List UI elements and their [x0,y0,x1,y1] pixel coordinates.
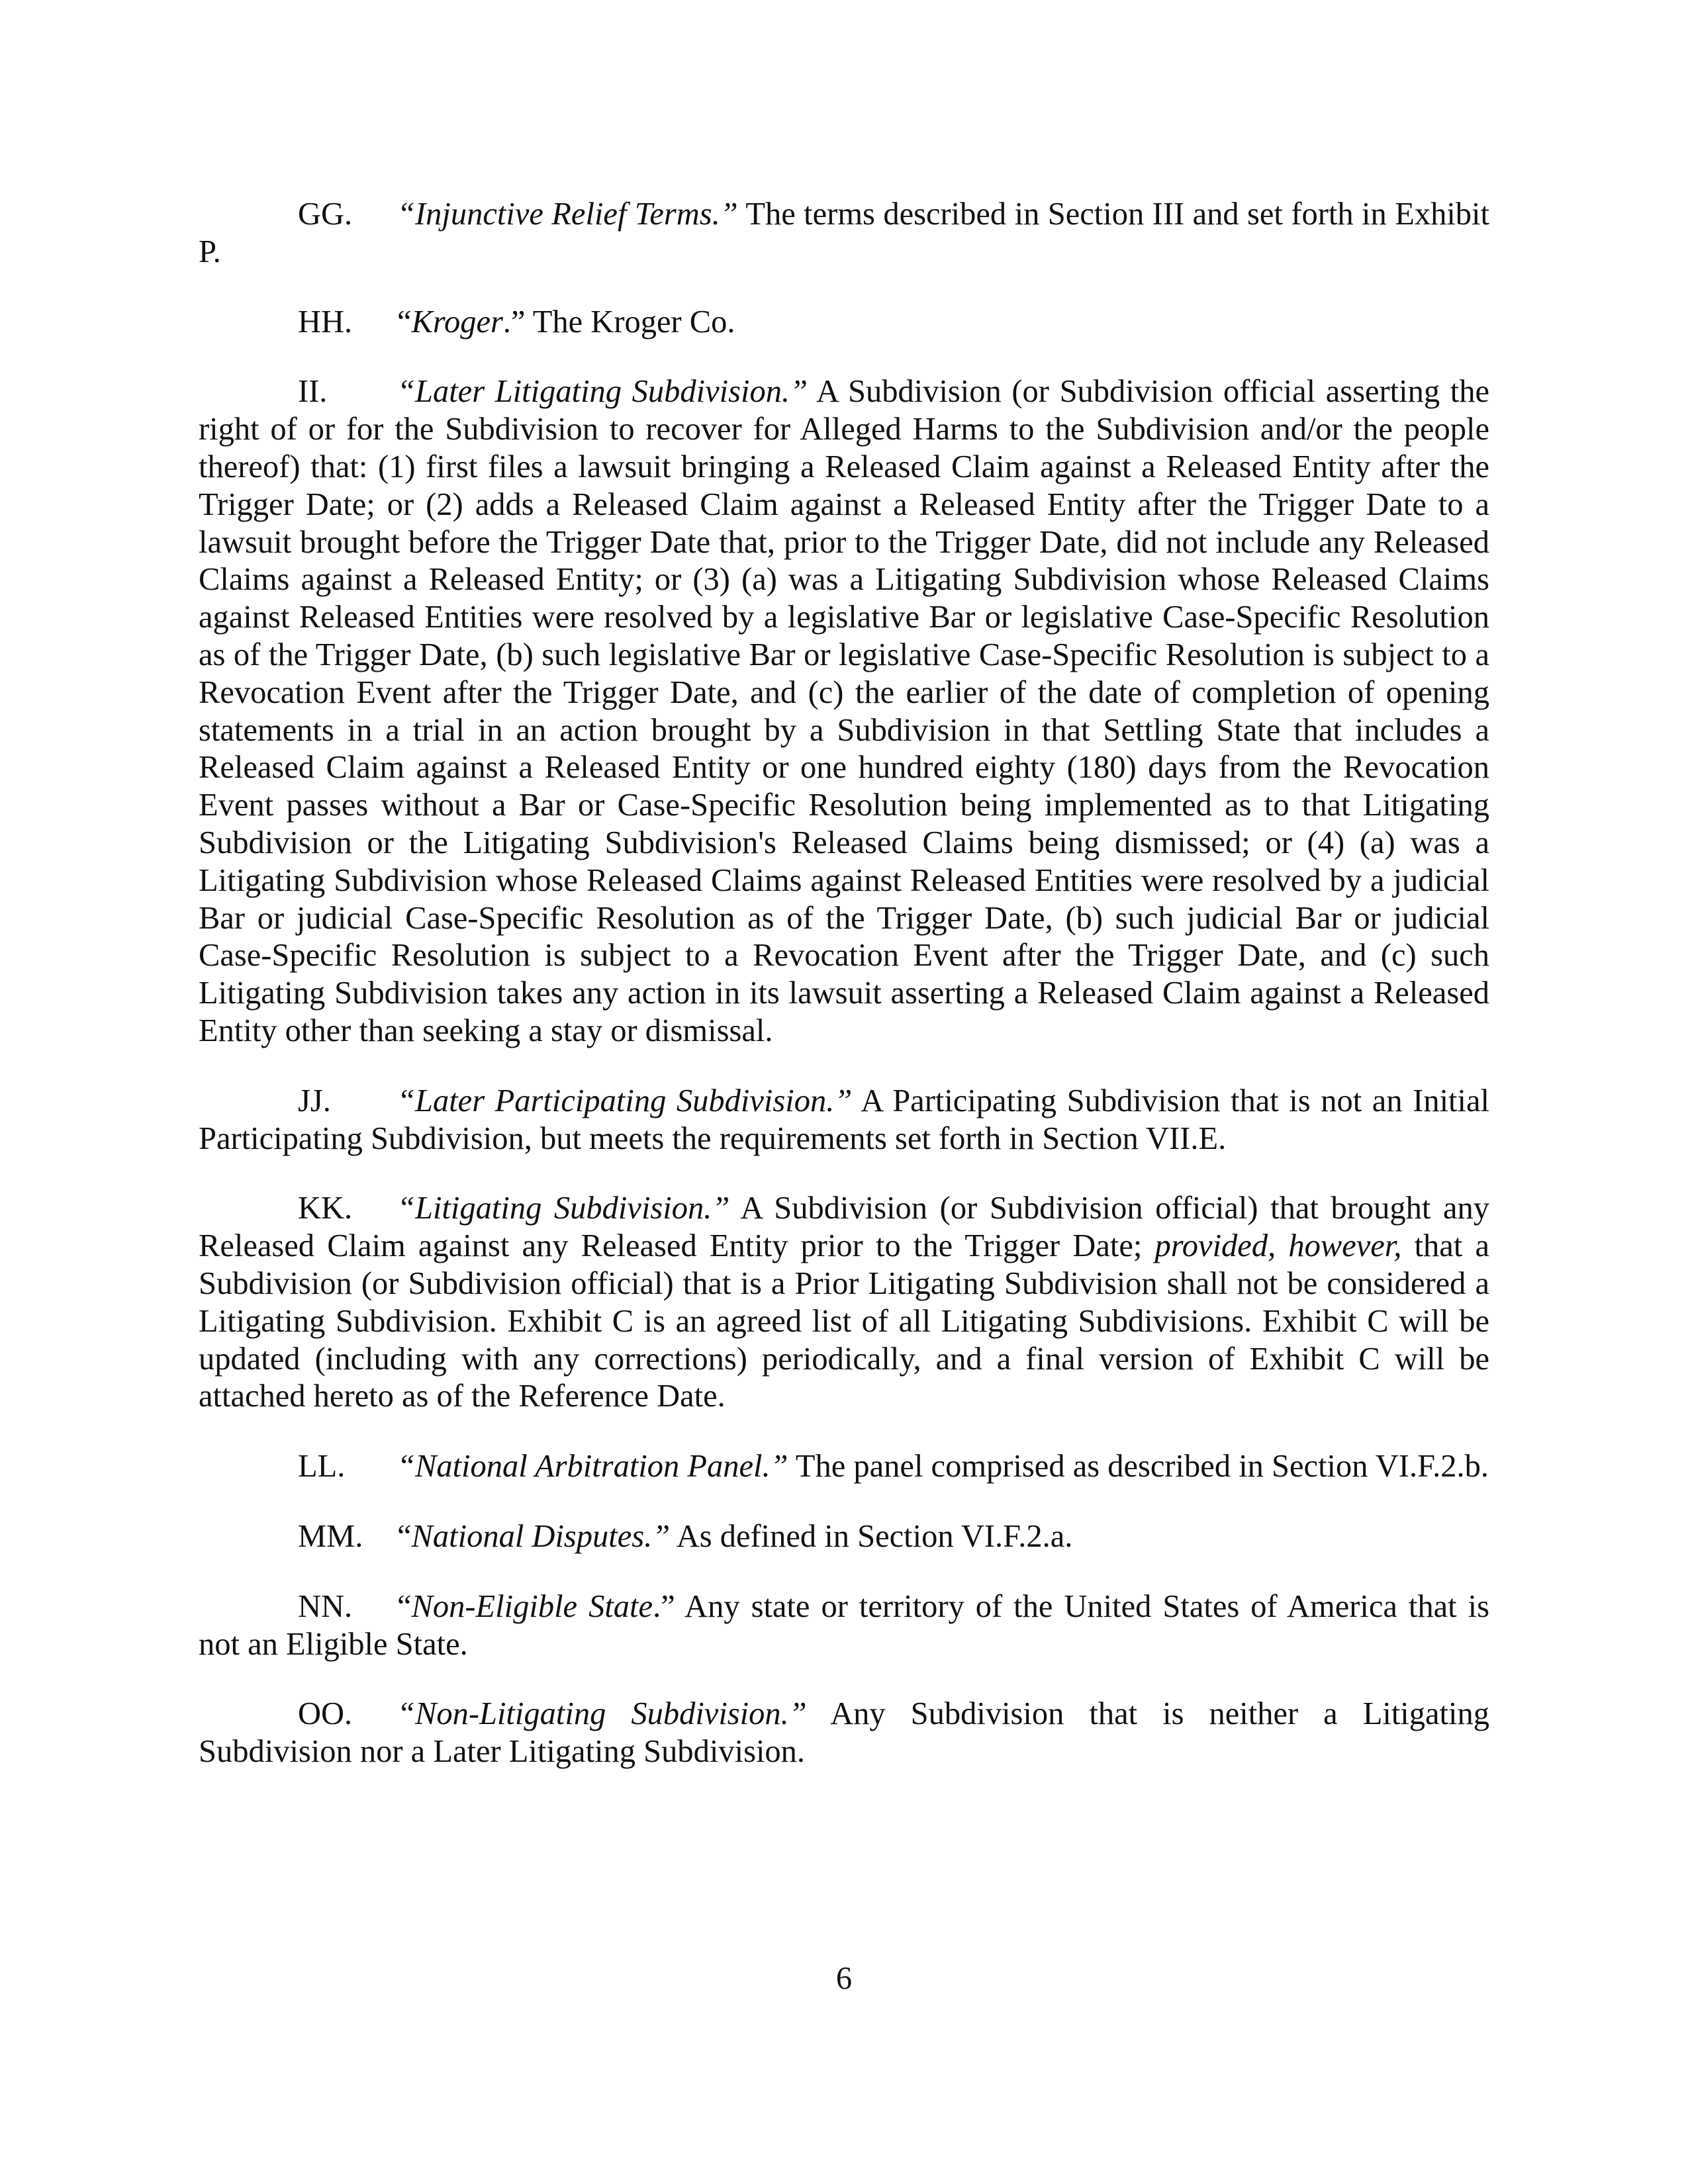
definition-term: National Disputes.” [411,1518,671,1554]
definition-body: Any Subdivision that is neither a Litigating Subdivision nor a Later Litigating Subdivision. [199,1696,1490,1770]
definition-paragraph [199,304,1489,341]
definition-letter: OO. [298,1696,353,1732]
definition-letter: NN. [298,1588,353,1624]
definition-term: “Later Participating Subdivision.” [397,1083,853,1118]
definition-term: “Non-Litigating Subdivision.” [397,1696,807,1732]
definition-body: A Subdivision (or Subdivision official) that brought any Released Claim against any Released Entity prior to the Trigger Date; [199,1191,1490,1264]
definition-letter: GG. [298,197,353,232]
definition-paragraph [199,1190,1489,1416]
definition-term: “Litigating Subdivision.” [397,1191,730,1226]
definition-letter: KK. [298,1191,353,1226]
definition-body: Any state or territory of the United States of America that is not an Eligible State. [199,1588,1489,1662]
definition-paragraph [199,1083,1489,1158]
definition-term: Non-Eligible State [411,1588,653,1624]
definition-body: A Subdivision (or Subdivision official asserting the right of or for the Subdivision to recover for Alleged Harms to the Subdivision and/or the people thereof) that: (1) first files a lawsuit bringing a Released Claim against a Released Entity after the Trigger Date; or (2) adds a Released Claim against a Released Entity after the Trigger Date to a lawsuit brought before the Trigger Date that, prior to the Trigger Date, did not include any Released Claims against a Released Entity; or (3) (a) was a Litigating Subdivision whose Released Claims against Released Entities were resolved by a legislative Bar or legislative Case-Specific Resolution as of the Trigger Date, (b) such legislative Bar or legislative Case-Specific Resolution is subject to a Revocation Event after the Trigger Date, and (c) the earlier of the date of completion of opening statements in a trial in an action brought by a Subdivision in that Settling State that includes a Released Claim against a Released Entity or one hundred eighty (180) days from the Revocation Event passes without a Bar or Case-Specific Resolution being implemented as to that Litigating Subdivision or the Litigating Subdivision's Released Claims being dismissed; or (4) (a) was a Litigating Subdivision whose Released Claims against Released Entities were resolved by a judicial Bar or judicial Case-Specific Resolution as of the Trigger Date, (b) such judicial Bar or judicial Case-Specific Resolution is subject to a Revocation Event after the Trigger Date, and (c) such Litigating Subdivision takes any action in its lawsuit asserting a Released Claim against a Released Entity other than seeking a stay or dismissal. [199,374,1489,1048]
definition-term: “Later Litigating Subdivision.” [397,374,808,410]
definition-body: As defined in Section VI.F.2.a. [670,1518,1073,1554]
definition-body: A Participating Subdivision that is not an Initial Participating Subdivision, but meets the requirements set forth in Section VII.E. [199,1083,1489,1156]
definition-open-quote: “ [397,1518,412,1554]
definition-mid-quote: .” [653,1588,675,1624]
definition-paragraph [199,1518,1489,1556]
definition-body: The panel comprised as described in Section VI.F.2.b. [788,1449,1489,1484]
page-number: 6 [835,1961,853,1996]
definition-letter: MM. [298,1518,363,1554]
definition-term: Kroger [411,304,503,340]
definition-mid-quote: .” [502,304,526,340]
definition-term: “National Arbitration Panel.” [397,1449,788,1484]
definition-letter: LL. [298,1449,346,1484]
definition-term: “Injunctive Relief Terms.” [397,197,738,232]
definition-letter: II. [298,374,328,410]
definition-paragraph [199,1588,1489,1664]
definition-body: The terms described in Section III and set forth in Exhibit P. [199,197,1490,269]
definition-open-quote: “ [397,304,412,340]
definition-letter: HH. [298,304,353,340]
definition-letter: JJ. [298,1083,331,1118]
definition-body: The Kroger Co. [525,304,735,340]
definition-paragraph [199,196,1489,271]
definition-paragraph [199,1696,1489,1771]
definition-paragraph [199,373,1489,1050]
definition-paragraph [199,1448,1489,1486]
definition-open-quote: “ [397,1588,412,1624]
document-page [199,196,1489,1803]
definition-tail: that a Subdivision (or Subdivision official) that is a Prior Litigating Subdivision shall not be considered a Litigating Subdivision. Exhibit C is an agreed list of all Litigating Subdivisions. Exhibit C will be updated (including with any corrections) periodically, and a final version of Exhibit C will be attached hereto as of the Reference Date. [199,1228,1489,1414]
definition-emphasis: provided, however, [1154,1228,1402,1264]
